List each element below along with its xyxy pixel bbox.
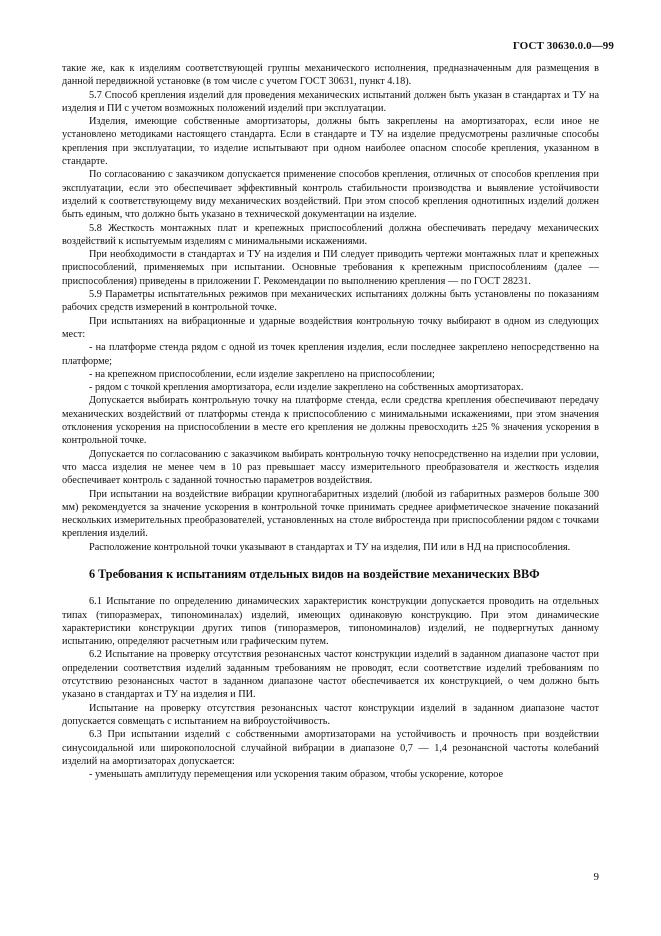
paragraph: При испытании на воздействие вибрации крупногабаритных изделий (любой из габаритных размеров больше 300 мм) рекомендуется за значение ускорения в контрольной точке принимать среднее арифметическое значение показаний нескольких измерительных преобразователей, установленных на столе вибростенда при приспособлении рядом с точками крепления изделий.: [62, 488, 599, 540]
paragraph: 6.3 При испытании изделий с собственными амортизаторами на устойчивость и прочность при воздействии синусоидальной или широкополосной случайной вибрации в диапазоне 0,7 — 1,4 резонансной частоты колебаний изделий на амортизаторах допускается:: [62, 729, 599, 767]
paragraph: Испытание на проверку отсутствия резонансных частот конструкции изделий в заданном диапазоне частот допускается совмещать с испытанием на виброустойчивость.: [62, 702, 599, 727]
list-item: - на платформе стенда рядом с одной из точек крепления изделия, если последнее закреплено непосредственно на платформе;: [62, 342, 599, 367]
paragraph: 6.2 Испытание на проверку отсутствия резонансных частот конструкции изделий в заданном диапазоне частот при определении соответствия изделий заданным требованиям не проводят, если соответствие изделий требованиям по отсутствию резонансных частот в заданном диапазоне частот обеспечивается их конструкцией, о чем должно быть указано в стандартах и ТУ на изделия и ПИ.: [62, 649, 599, 701]
paragraph: 5.9 Параметры испытательных режимов при механических испытаниях должны быть установлены по показаниям рабочих средств измерений в контрольной точке.: [62, 289, 599, 314]
paragraph: 6.1 Испытание по определению динамических характеристик конструкции допускается проводить на отдельных типах (типоразмерах, типономиналах) изделий, имеющих одинаковую конструкцию. При этом динамические характеристики конструкции других типов (типоразмеров, типономиналов) изделий, не подвергнутых данному испытанию, определяют расчетным или графическим путем.: [62, 596, 599, 648]
section-heading: 6 Требования к испытаниям отдельных видов на воздействие механических ВВФ: [89, 566, 540, 581]
paragraph: такие же, как к изделиям соответствующей группы механического исполнения, предназначенным для размещения в данной передвижной установке (в том числе с учетом ГОСТ 30631, пункт 4.18).: [62, 63, 599, 88]
paragraph: При испытаниях на вибрационные и ударные воздействия контрольную точку выбирают в одном из следующих мест:: [62, 315, 599, 340]
paragraph: Изделия, имеющие собственные амортизаторы, должны быть закреплены на амортизаторах, если иное не установлено методиками настоящего стандарта. Если в стандарте и ТУ на изделие предусмотрены различные способы крепления при эксплуатации, то изделие испытывают при одном наиболее опасном способе крепления, указанном в стандарте.: [62, 116, 599, 168]
page-body: [62, 62, 599, 781]
paragraph: Допускается выбирать контрольную точку на платформе стенда, если средства крепления обеспечивают передачу механических воздействий от платформы стенда к приспособлению с минимальными искажениями, при этом значения отклонения ускорения на приспособлении в месте его крепления не должны превосходить ±25 % значения ускорения в контрольной точке.: [62, 395, 599, 447]
paragraph: По согласованию с заказчиком допускается применение способов крепления, отличных от способов крепления при эксплуатации, если это обеспечивает эффективный контроль стабильности производства и выявление устойчивости изделий к соответствующему виду механических воздействий. При этом способ крепления однотипных изделий должен быть единым, что должно быть указано в технической документации на изделие.: [62, 169, 599, 221]
paragraph: 5.7 Способ крепления изделий для проведения механических испытаний должен быть указан в стандартах и ТУ на изделия и ПИ с учетом возможных положений изделий при эксплуатации.: [62, 89, 599, 114]
standard-header: ГОСТ 30630.0.0—99: [512, 40, 614, 52]
list-item: - уменьшать амплитуду перемещения или ускорения таким образом, чтобы ускорение, которое: [89, 769, 504, 781]
list-item: - на крепежном приспособлении, если изделие закреплено на приспособлении;: [89, 368, 435, 380]
paragraph: При необходимости в стандартах и ТУ на изделия и ПИ следует приводить чертежи монтажных плат и крепежных приспособлений, применяемых при испытании. Основные требования к крепежным приспособлениям (далее — приспособления) приведены в приложении Г. Рекомендации по выполнению крепления — по ГОСТ 28231.: [62, 249, 599, 287]
page-number: 9: [593, 871, 599, 883]
list-item: - рядом с точкой крепления амортизатора, если изделие закреплено на собственных амортизаторах.: [89, 382, 524, 394]
paragraph: Допускается по согласованию с заказчиком выбирать контрольную точку непосредственно на изделии при условии, что масса изделия не менее чем в 10 раз превышает массу измерительного преобразователя и жесткость изделия обеспечивает контроль с заданной точностью параметров воздействия.: [62, 448, 599, 487]
paragraph: 5.8 Жесткость монтажных плат и крепежных приспособлений должна обеспечивать передачу механических воздействий к испытуемым изделиям с минимальными искажениями.: [62, 222, 599, 247]
paragraph: Расположение контрольной точки указывают в стандартах и ТУ на изделия, ПИ или в НД на приспособления.: [89, 541, 571, 553]
